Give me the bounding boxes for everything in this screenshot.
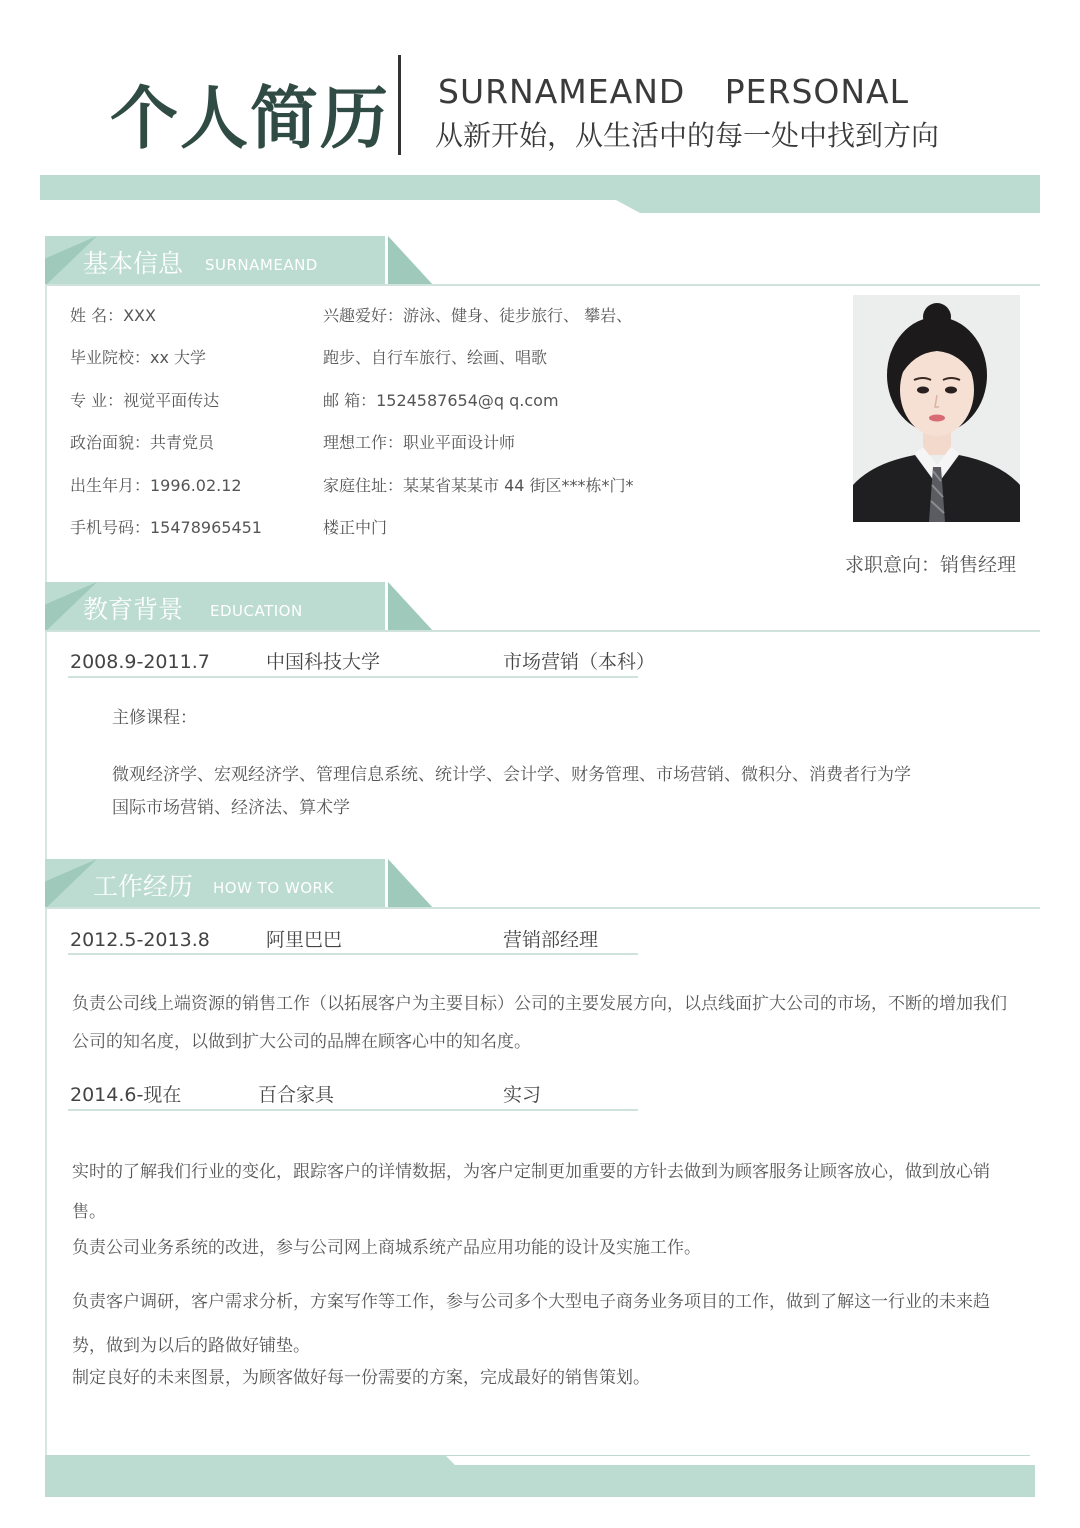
education-school: 中国科技大学 — [266, 651, 381, 673]
job-2-role: 实习 — [503, 1084, 542, 1106]
info-hobbies-cont: 跑步、自行车旅行、绘画、唱歌 — [323, 348, 548, 367]
job-1-row-underline — [68, 953, 638, 955]
education-major: 市场营销（本科） — [503, 651, 656, 673]
job-1-period: 2012.5-2013.8 — [70, 929, 210, 951]
portrait-illustration — [853, 295, 1020, 522]
info-hobbies: 兴趣爱好：游泳、健身、徒步旅行、 攀岩、 — [323, 306, 633, 325]
info-address: 家庭住址：某某省某某市 44 街区***栋*门* — [323, 476, 634, 495]
job-2-paragraph-1: 实时的了解我们行业的变化，跟踪客户的详情数据，为客户定制更加重要的方针去做到为顾客服务让顾客放心，做到放心销售。 — [72, 1162, 990, 1222]
job-intent: 求职意向：销售经理 — [845, 554, 1017, 576]
job-1-role: 营销部经理 — [503, 929, 599, 951]
profile-photo — [853, 295, 1020, 522]
section-title-en: EDUCATION — [210, 602, 303, 620]
job-2-company: 百合家具 — [258, 1084, 335, 1106]
section-tab-triangle — [388, 236, 434, 286]
section-tab-triangle — [388, 582, 434, 632]
info-political: 政治面貌：共青党员 — [70, 433, 215, 452]
courses-line-1: 微观经济学、宏观经济学、管理信息系统、统计学、会计学、财务管理、市场营销、微积分、消费者行为学 — [112, 765, 911, 785]
section-underline — [45, 907, 1040, 909]
section-underline — [45, 284, 1040, 286]
title-divider — [398, 55, 401, 155]
section-title-en: SURNAMEAND — [205, 256, 318, 274]
education-row-underline — [68, 676, 638, 678]
section-title-cn: 工作经历 — [93, 872, 194, 901]
info-birth: 出生年月：1996.02.12 — [70, 476, 242, 495]
job-2-paragraph-3: 负责客户调研，客户需求分析，方案写作等工作，参与公司多个大型电子商务业务项目的工作，做到了解这一行业的未来趋势，做到为以后的路做好铺垫。 — [72, 1292, 990, 1356]
info-address-cont: 楼正中门 — [323, 518, 388, 537]
education-period: 2008.9-2011.7 — [70, 651, 210, 673]
info-ideal-job: 理想工作：职业平面设计师 — [323, 433, 516, 452]
job-1-description: 负责公司线上端资源的销售工作（以拓展客户为主要目标）公司的主要发展方向，以点线面扩大公司的市场，不断的增加我们公司的知名度，以做到扩大公司的品牌在顾客心中的知名度。 — [72, 994, 1007, 1052]
info-major: 专 业：视觉平面传达 — [70, 391, 220, 410]
courses-label: 主修课程： — [112, 708, 197, 728]
courses-line-2: 国际市场营销、经济法、算术学 — [112, 798, 350, 818]
job-2-row-underline — [68, 1109, 638, 1111]
info-name: 姓 名：XXX — [70, 306, 156, 325]
info-phone: 手机号码：15478965451 — [70, 518, 262, 537]
subtitle-chinese: 从新开始，从生活中的每一处中找到方向 — [435, 119, 940, 152]
job-2-paragraph-4: 制定良好的未来图景，为顾客做好每一份需要的方案，完成最好的销售策划。 — [72, 1368, 650, 1388]
resume-title: 个人简历 — [110, 80, 391, 159]
info-school: 毕业院校：xx 大学 — [70, 348, 207, 367]
section-underline — [45, 630, 1040, 632]
section-tab-triangle — [388, 859, 434, 909]
section-title-cn: 教育背景 — [83, 595, 184, 624]
job-2-paragraph-2: 负责公司业务系统的改进，参与公司网上商城系统产品应用功能的设计及实施工作。 — [72, 1238, 701, 1258]
info-email: 邮 箱：1524587654@q q.com — [323, 391, 559, 410]
header-band-notch — [40, 200, 640, 213]
section-title-en: HOW TO WORK — [213, 879, 334, 897]
job-2-period: 2014.6-现在 — [70, 1084, 182, 1106]
section-title-cn: 基本信息 — [83, 249, 184, 278]
job-1-company: 阿里巴巴 — [266, 929, 343, 951]
footer-band — [45, 1455, 1035, 1497]
subtitle-english: SURNAMEAND PERSONAL — [438, 72, 910, 111]
